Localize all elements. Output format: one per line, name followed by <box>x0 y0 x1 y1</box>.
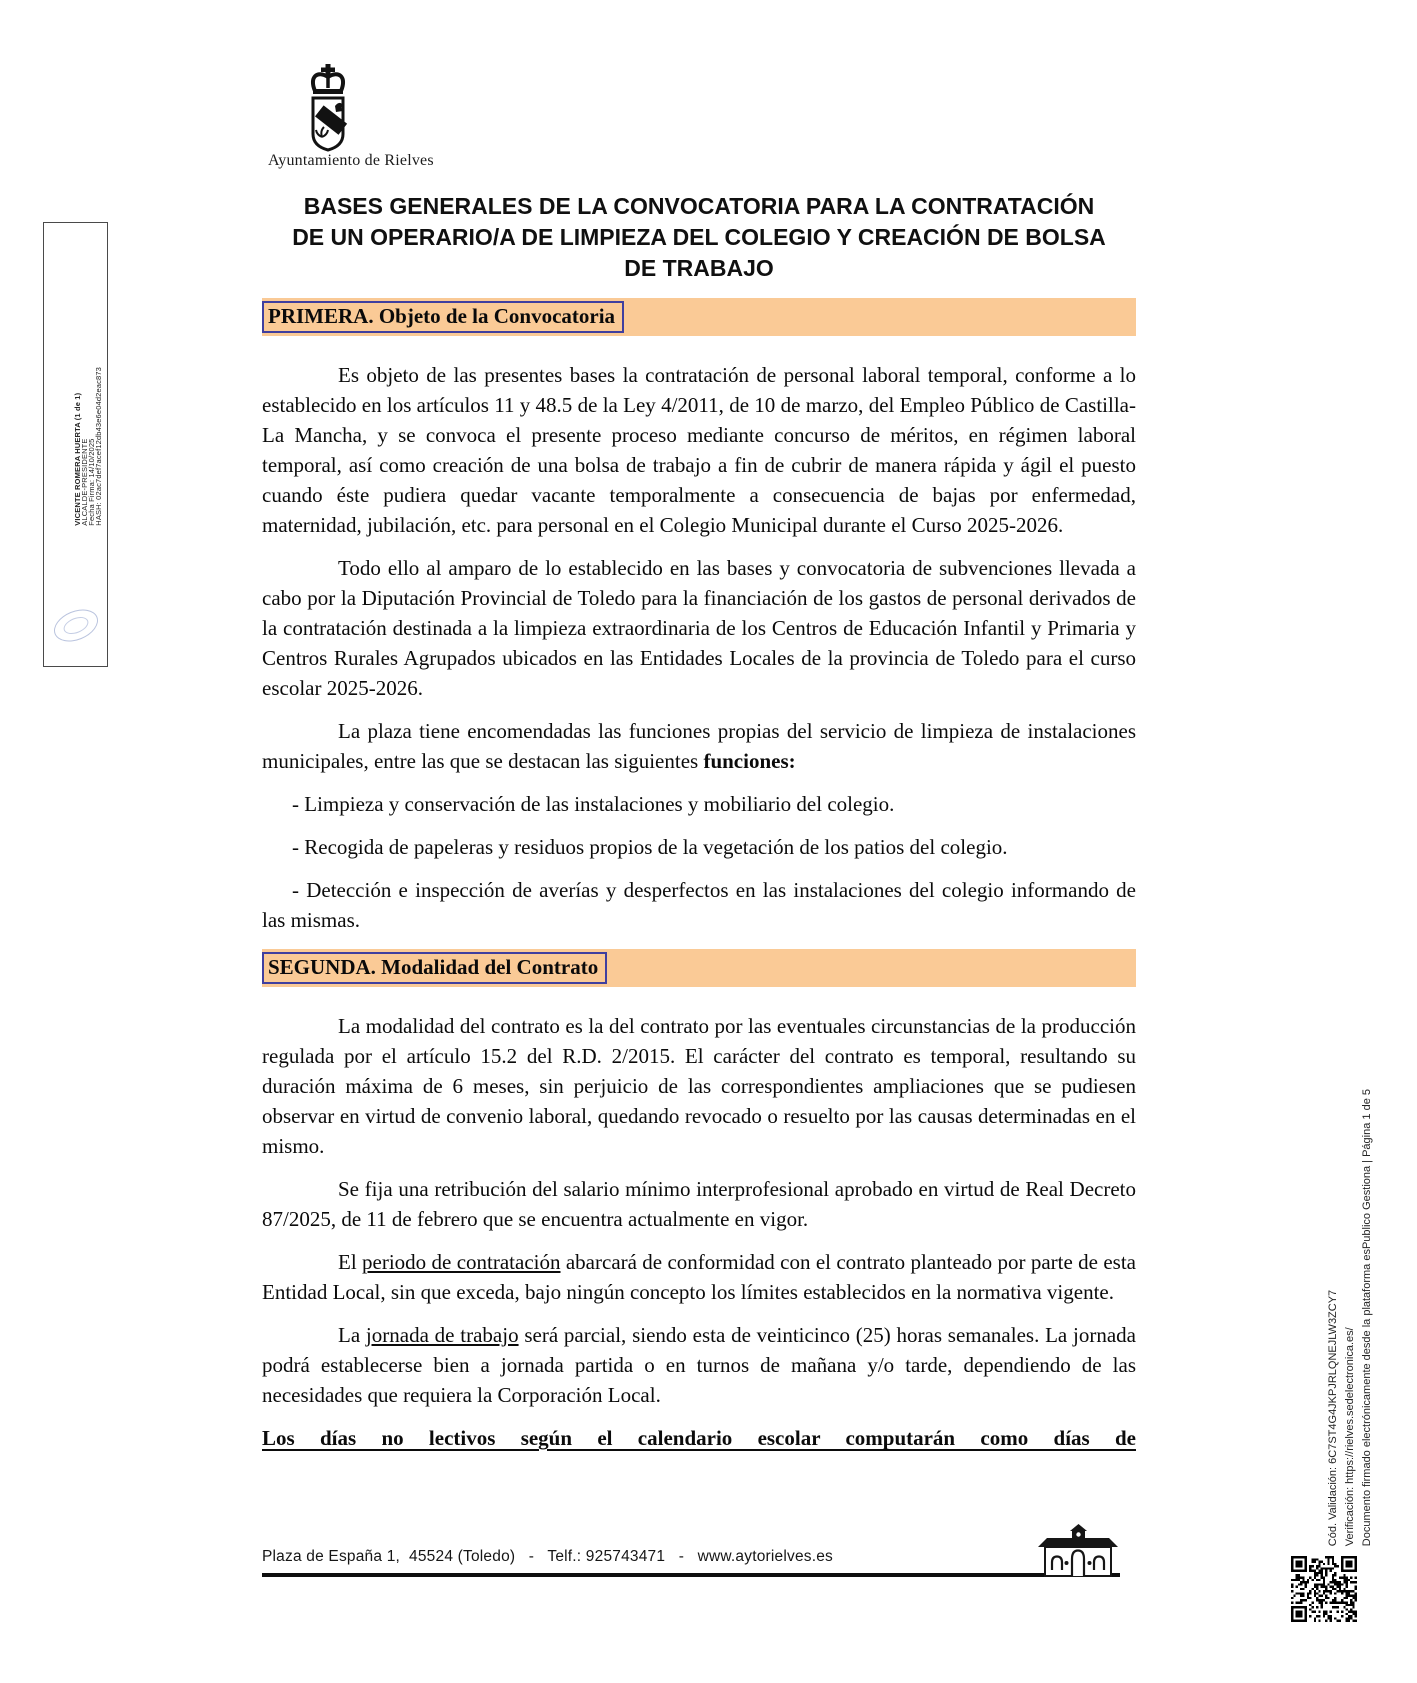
title-line: DE UN OPERARIO/A DE LIMPIEZA DEL COLEGIO Y CREACIÓN DE BOLSA <box>292 224 1106 250</box>
section-heading-label: SEGUNDA. Modalidad del Contrato <box>262 952 607 984</box>
function-list-item: - Limpieza y conservación de las instalaciones y mobiliario del colegio. <box>292 792 895 816</box>
footer-rule <box>262 1573 1120 1577</box>
platform-note: Documento firmado electrónicamente desde la plataforma esPublico Gestiona | Página 1 de 5 <box>1361 1088 1373 1546</box>
body-paragraph: El periodo de contratación abarcará de conformidad con el contrato planteado por parte de esta Entidad Local, sin que exceda, bajo ningún concepto los límites establecidos en la normativa vigente. <box>262 1250 1136 1304</box>
page-title <box>262 191 1136 284</box>
document-body <box>262 298 1136 1453</box>
logo-caption: Ayuntamiento de Rielves <box>268 152 434 169</box>
section-heading-bar <box>262 949 1136 987</box>
town-hall-icon <box>1036 1524 1120 1578</box>
verification-url: Verificación: https://rielves.sedelectronica.es/ <box>1344 1327 1356 1546</box>
function-list-item: - Detección e inspección de averías y desperfectos en las instalaciones del colegio informando de las mismas. <box>262 878 1136 932</box>
footer-address: Plaza de España 1, 45524 (Toledo) - Telf.: 925743471 - www.aytorielves.es <box>262 1548 833 1565</box>
section-heading-bar <box>262 298 1136 336</box>
body-paragraph: Los días no lectivos según el calendario escolar computarán como días de <box>262 1426 1136 1450</box>
body-paragraph: Es objeto de las presentes bases la contratación de personal laboral temporal, conforme a lo establecido en los artículos 11 y 48.5 de la Ley 4/2011, de 10 de marzo, del Empleo Público de Castilla-La Mancha, y se convoca el presente proceso mediante concurso de méritos, en régimen laboral temporal, así como creación de una bolsa de trabajo a fin de cubrir de manera rápida y ágil el puesto cuando éste pudiera quedar vacante temporalmente a consecuencia de bajas por enfermedad, maternidad, jubilación, etc. para personal en el Colegio Municipal durante el Curso 2025-2026. <box>262 363 1136 537</box>
validation-code: Cód. Validación: 6C7ST4G4JKPJRLQNEJLW3ZCY7 <box>1327 1289 1339 1546</box>
body-paragraph: La plaza tiene encomendadas las funciones propias del servicio de limpieza de instalaciones municipales, entre las que se destacan las siguientes funciones: <box>262 719 1136 773</box>
body-paragraph: La modalidad del contrato es la del contrato por las eventuales circunstancias de la producción regulada por el artículo 15.2 del R.D. 2/2015. El carácter del contrato es temporal, resultando su duración máxima de 6 meses, sin perjuicio de las correspondientes ampliaciones que se pudiesen observar en virtud de convenio laboral, quedando revocado o resuelto por las causas determinadas en el mismo. <box>262 1014 1136 1158</box>
crown-shield-icon <box>300 64 356 154</box>
signature-hash: HASH: 02ac7def7acef12db43e6e04d2eac873 <box>94 367 103 526</box>
signature-date: Fecha Firma: 14/10/2025 <box>87 438 96 526</box>
signer-name: VICENTE ROMERA HUERTA (1 de 1) <box>73 393 82 526</box>
function-list-item: - Recogida de papeleras y residuos propios de la vegetación de los patios del colegio. <box>292 835 1008 859</box>
electronic-stamp-icon <box>49 603 103 647</box>
coat-of-arms-icon <box>300 64 356 154</box>
signer-role: ALCALDE-PRESIDENTE <box>80 438 89 526</box>
signature-info <box>74 367 102 526</box>
body-paragraph: Se fija una retribución del salario mínimo interprofesional aprobado en virtud de Real Decreto 87/2025, de 11 de febrero que se encuentra actualmente en vigor. <box>262 1177 1136 1231</box>
section-heading-label: PRIMERA. Objeto de la Convocatoria <box>262 301 624 333</box>
title-line: DE TRABAJO <box>624 255 774 281</box>
qr-code <box>1290 1556 1358 1622</box>
body-paragraph: La jornada de trabajo será parcial, siendo esta de veinticinco (25) horas semanales. La jornada podrá establecerse bien a jornada partida o en turnos de mañana y/o tarde, dependiendo de las necesidades que requiera la Corporación Local. <box>262 1323 1136 1407</box>
validation-margin <box>1325 1089 1376 1546</box>
title-line: BASES GENERALES DE LA CONVOCATORIA PARA LA CONTRATACIÓN <box>303 193 1095 219</box>
signature-margin-box <box>43 222 108 667</box>
body-paragraph: Todo ello al amparo de lo establecido en las bases y convocatoria de subvenciones llevada a cabo por la Diputación Provincial de Toledo para la financiación de los gastos de personal derivados de la contratación destinada a la limpieza extraordinaria de los Centros de Educación Infantil y Primaria y Centros Rurales Agrupados ubicados en las Entidades Locales de la provincia de Toledo para el curso escolar 2025-2026. <box>262 556 1136 700</box>
